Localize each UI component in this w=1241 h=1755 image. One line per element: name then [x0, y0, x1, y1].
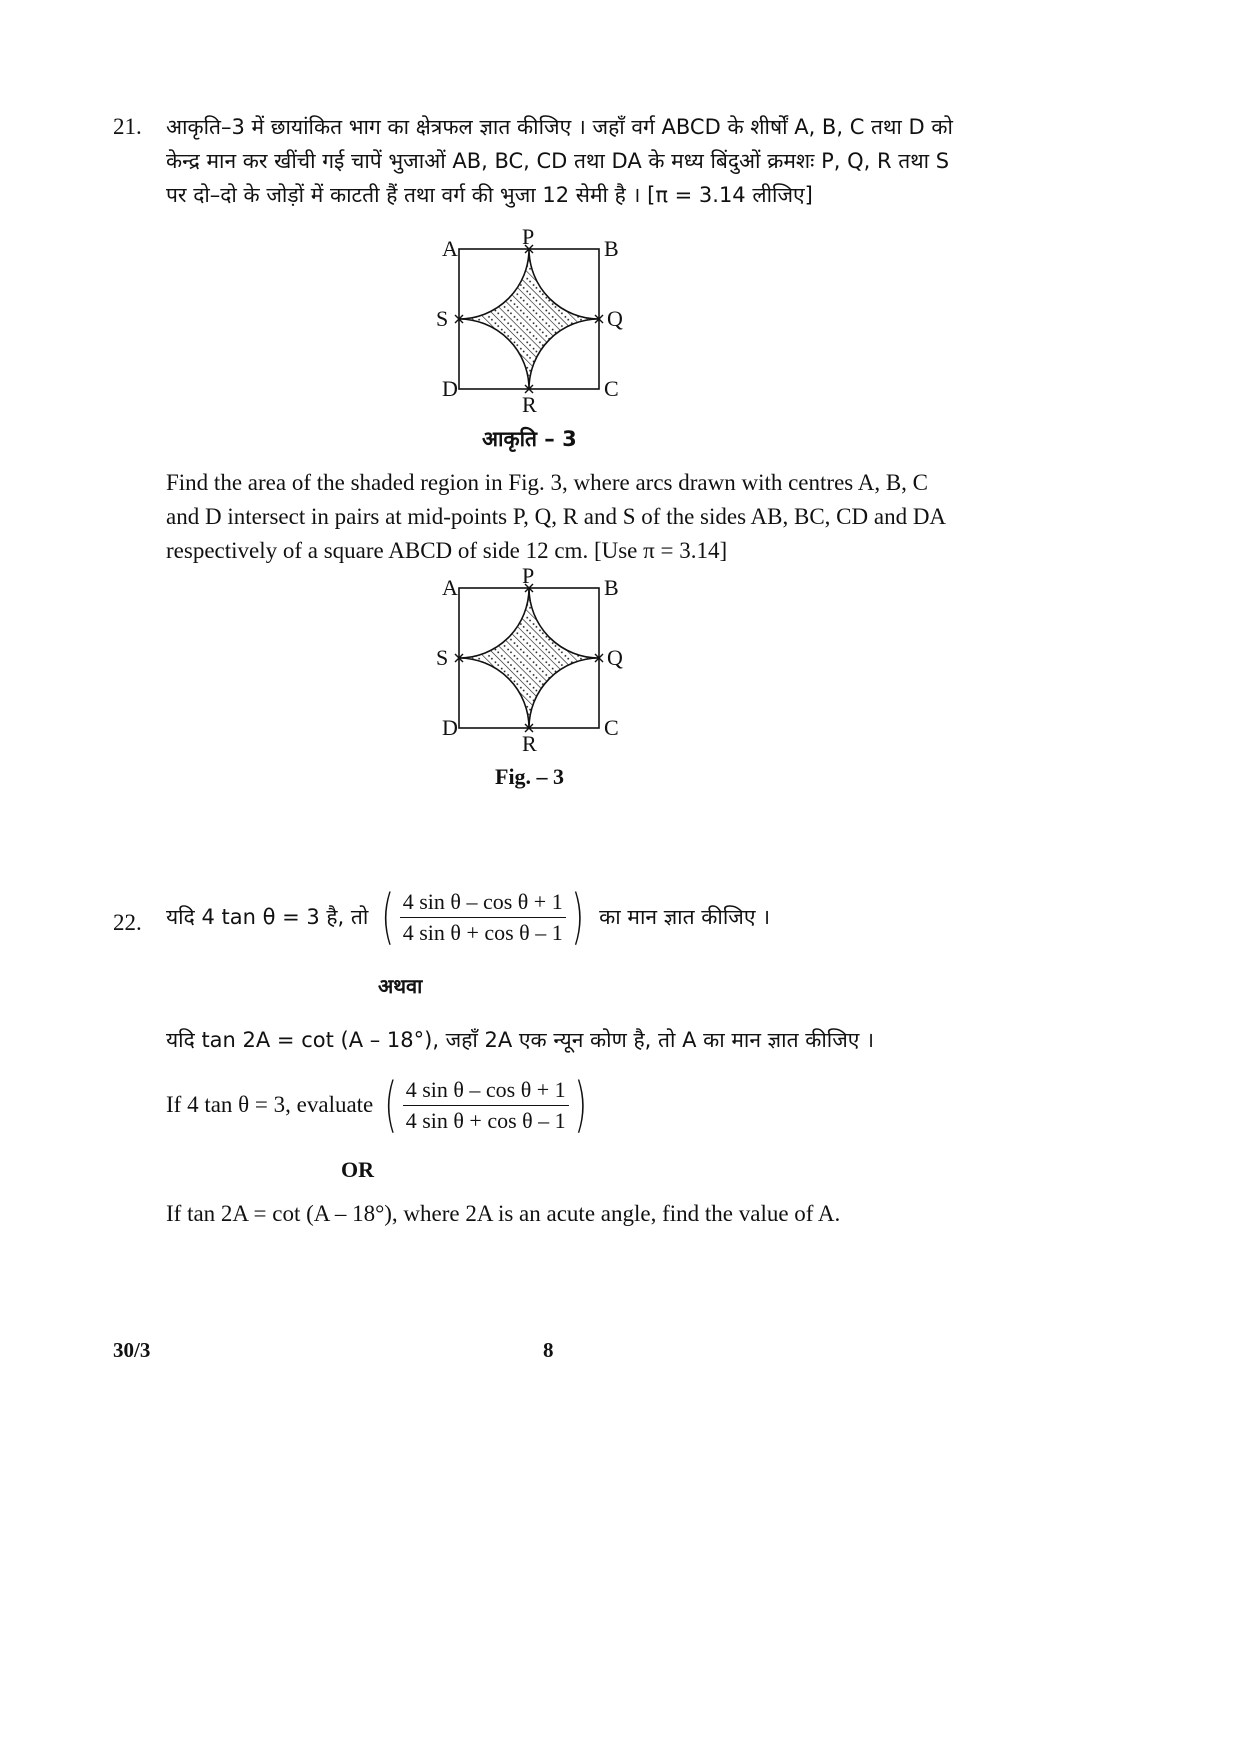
- shaded-region: [459, 588, 599, 728]
- label-p: P: [522, 226, 535, 249]
- label-c: C: [604, 376, 619, 401]
- left-paren: (: [384, 1070, 398, 1140]
- or-hindi: अथवा: [378, 974, 423, 998]
- question-22-english-line: [166, 1070, 592, 1140]
- question-22-english-alternative: If tan 2A = cot (A – 18°), where 2A is an acute angle, find the value of A.: [166, 1201, 841, 1226]
- label-c: C: [604, 715, 619, 740]
- label-a: A: [442, 236, 458, 261]
- question-22-hindi-line: [166, 882, 771, 952]
- label-r: R: [522, 392, 537, 417]
- english-line: respectively of a square ABCD of side 12 cm. [Use π = 3.14]: [166, 538, 728, 563]
- question-22-english-intro: If 4 tan θ = 3, evaluate: [166, 1092, 374, 1117]
- label-s: S: [436, 645, 449, 670]
- page-number: 8: [543, 1338, 554, 1362]
- question-21-english-text: [166, 466, 1066, 568]
- question-22-number: 22.: [113, 910, 142, 935]
- expression-fraction: [379, 1070, 592, 1140]
- figure-3-hindi: [430, 226, 630, 420]
- label-d: D: [442, 376, 458, 401]
- label-d: D: [442, 715, 458, 740]
- question-22-hindi-intro: यदि 4 tan θ = 3 है, तो: [166, 905, 369, 929]
- hindi-line: आकृति–3 में छायांकित भाग का क्षेत्रफल ज्ञात कीजिए । जहाँ वर्ग ABCD के शीर्षों A, B, C तथा D को: [166, 115, 953, 139]
- label-p: P: [522, 565, 535, 588]
- left-paren: (: [381, 882, 395, 952]
- fraction-numerator: 4 sin θ – cos θ + 1: [403, 1077, 569, 1106]
- paper-code: 30/3: [113, 1338, 151, 1362]
- figure-3-hindi-caption: आकृति – 3: [482, 427, 577, 451]
- hindi-line: पर दो–दो के जोड़ों में काटती हैं तथा वर्ग की भुजा 12 सेमी है । [π = 3.14 लीजिए]: [166, 183, 813, 207]
- fraction-denominator: 4 sin θ + cos θ – 1: [405, 1107, 566, 1133]
- hindi-line: केन्द्र मान कर खींची गई चापें भुजाओं AB, BC, CD तथा DA के मध्य बिंदुओं क्रमशः P, Q, R तथा S: [166, 149, 950, 173]
- label-q: Q: [607, 645, 623, 670]
- or-english: OR: [341, 1157, 374, 1182]
- figure-3-english-caption: Fig. – 3: [495, 764, 565, 789]
- label-q: Q: [607, 306, 623, 331]
- question-22-hindi-tail: का मान ज्ञात कीजिए ।: [599, 905, 771, 929]
- shaded-region: [459, 249, 599, 389]
- fraction-numerator: 4 sin θ – cos θ + 1: [400, 889, 566, 918]
- question-21-hindi-text: [166, 110, 1066, 212]
- right-paren: ): [570, 882, 584, 952]
- right-paren: ): [573, 1070, 587, 1140]
- expression-fraction: [376, 882, 589, 952]
- figure-3-english: [430, 565, 630, 759]
- label-b: B: [604, 575, 619, 600]
- question-22-hindi-alternative: यदि tan 2A = cot (A – 18°), जहाँ 2A एक न्यून कोण है, तो A का मान ज्ञात कीजिए ।: [166, 1028, 875, 1052]
- fraction-denominator: 4 sin θ + cos θ – 1: [402, 919, 563, 945]
- label-r: R: [522, 731, 537, 756]
- label-s: S: [436, 306, 449, 331]
- question-21-number: 21.: [113, 114, 142, 139]
- label-b: B: [604, 236, 619, 261]
- english-line: Find the area of the shaded region in Fig. 3, where arcs drawn with centres A, B, C: [166, 470, 928, 495]
- english-line: and D intersect in pairs at mid-points P, Q, R and S of the sides AB, BC, CD and DA: [166, 504, 947, 529]
- label-a: A: [442, 575, 458, 600]
